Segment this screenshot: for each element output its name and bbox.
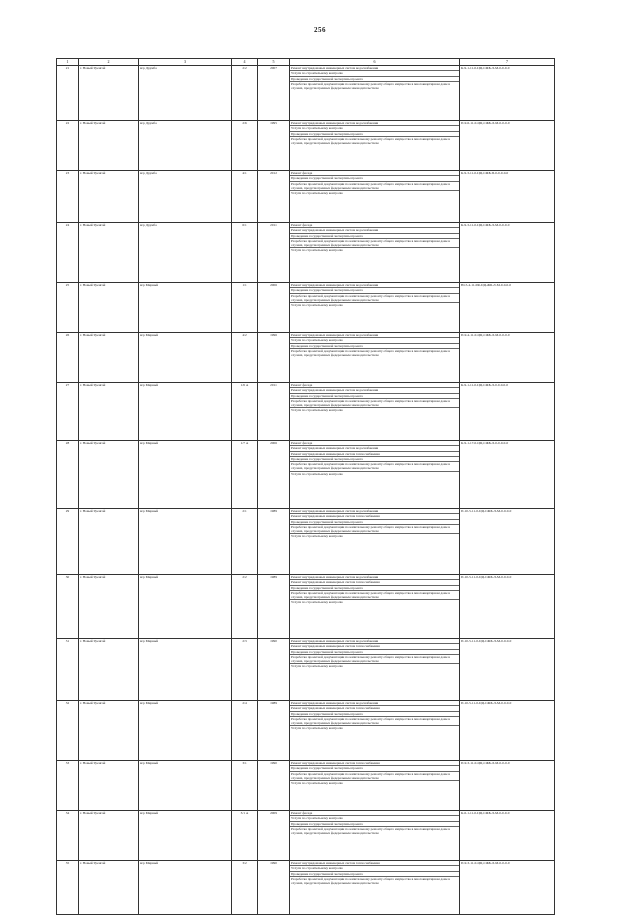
work-item: Ремонт внутридомовых инженерных систем теплоснабжения [290, 452, 459, 457]
work-item: Разработка проектной документации по капитальному ремонту общего имущества в многоквартирном доме в случаях, предусмотренных федеральным законодательством [290, 182, 459, 192]
work-item: Ремонт внутридомовых инженерных систем теплоснабжения [290, 761, 459, 766]
work-item: Проведение государственной экспертизы проекта [290, 766, 459, 771]
work-item: Ремонт фасада [290, 383, 459, 388]
work-item: Ремонт внутридомовых инженерных систем водоснабжения [290, 575, 459, 580]
header-cell: 3 [139, 59, 232, 66]
code-cell: П-9-4-11-0-ЦЦ-СЖБ-Л-М-0-0-0-0 [460, 333, 555, 383]
works-cell [290, 333, 460, 383]
work-item: Услуги по строительному контролю [290, 71, 459, 76]
building-number-cell: 2/3 [232, 639, 258, 701]
row-number: 34 [57, 811, 79, 861]
work-item: Услуги по строительному контролю [291, 303, 343, 307]
street-cell: м/р Мирный [139, 441, 232, 509]
work-item: Услуги по строительному контролю [290, 338, 459, 343]
street-cell: м/р Дружба [139, 121, 232, 171]
work-item: Разработка проектной документации по капитальному ремонту общего имущества в многоквартирном доме в случаях, предусмотренных федеральным законодательством [290, 525, 459, 535]
table-row [57, 761, 555, 811]
year-cell: 2006 [258, 441, 290, 509]
work-item: Ремонт фасада [290, 223, 459, 228]
building-number-cell: 2/4 [232, 701, 258, 761]
street-cell: м/р Мирный [139, 509, 232, 575]
table-row [57, 575, 555, 639]
city-cell: г. Новый Уренгой [79, 639, 139, 701]
work-item: Услуги по строительному контролю [291, 534, 343, 539]
work-item: Проведение государственной экспертизы проекта [290, 712, 459, 717]
table-row [57, 861, 555, 915]
header-cell: 4 [232, 59, 258, 66]
table-row [57, 121, 555, 171]
work-item: Проведение государственной экспертизы проекта [290, 586, 459, 591]
year-cell: 2011 [258, 223, 290, 283]
code-cell: П-10-5-11-0-ЦЦ-СЖБ-Л-М-0-0-0-0 [460, 509, 555, 575]
year-cell: 1995 [258, 121, 290, 171]
row-number: 32 [57, 701, 79, 761]
year-cell: 1990 [258, 861, 290, 915]
row-number: 30 [57, 575, 79, 639]
work-item: Услуги по строительному контролю [291, 248, 343, 253]
work-item: Проведение государственной экспертизы проекта [290, 344, 459, 349]
street-cell: м/р Мирный [139, 383, 232, 441]
work-item: Проведение государственной экспертизы проекта [290, 457, 459, 462]
works-cell [290, 441, 460, 509]
work-item: Проведение государственной экспертизы проекта [290, 872, 459, 877]
year-cell: 1990 [258, 639, 290, 701]
work-item: Разработка проектной документации по капитальному ремонту общего имущества в многоквартирном доме в случаях, предусмотренных федеральным законодательством [290, 772, 459, 782]
street-cell: м/р Мирный [139, 701, 232, 761]
year-cell: 2011 [258, 383, 290, 441]
works-cell [290, 66, 460, 121]
capital-repair-table [56, 58, 555, 915]
work-item: Разработка проектной документации по капитальному ремонту общего имущества в многоквартирном доме в случаях, предусмотренных федеральным законодательством [291, 876, 450, 885]
work-item: Услуги по строительному контролю [290, 126, 459, 131]
work-item: Разработка проектной документации по капитальному ремонту общего имущества в многоквартирном доме в случаях, предусмотренных федеральным законодательством [291, 826, 450, 835]
work-item: Ремонт внутридомовых инженерных систем водоснабжения [290, 66, 459, 71]
works-cell [290, 861, 460, 915]
city-cell: г. Новый Уренгой [79, 441, 139, 509]
work-item: Ремонт фасада [290, 811, 459, 816]
row-number: 28 [57, 441, 79, 509]
code-cell: П-9-3-11-0-ЦЦ-СЖБ-Л-М-0-0-0-0 [460, 761, 555, 811]
city-cell: г. Новый Уренгой [79, 333, 139, 383]
row-number: 21 [57, 66, 79, 121]
code-cell: П-9-6-11-0-ЦЦ-СЖБ-Л-М-0-0-0-0 [460, 121, 555, 171]
work-item: Ремонт внутридомовых инженерных систем водоснабжения [290, 701, 459, 706]
street-cell: м/р Мирный [139, 333, 232, 383]
work-item: Проведение государственной экспертизы проекта [290, 234, 459, 239]
works-cell [290, 223, 460, 283]
work-item: Разработка проектной документации по капитальному ремонту общего имущества в многоквартирном доме в случаях, предусмотренных федеральным законодательством [290, 239, 459, 249]
building-number-cell: 1/6 А [232, 383, 258, 441]
work-item: Проведение государственной экспертизы проекта [290, 176, 459, 181]
year-cell: 1989 [258, 701, 290, 761]
year-cell: 2009 [258, 811, 290, 861]
work-item: Ремонт фасада [290, 171, 459, 176]
work-item: Разработка проектной документации по капитальному ремонту общего имущества в многоквартирном доме в случаях, предусмотренных федеральным законодательством [291, 81, 450, 90]
row-number: 23 [57, 171, 79, 223]
work-item: Услуги по строительному контролю [291, 781, 343, 785]
city-cell: г. Новый Уренгой [79, 701, 139, 761]
table-row [57, 66, 555, 121]
building-number-cell: 1/7 А [232, 441, 258, 509]
work-item: Ремонт внутридомовых инженерных систем водоснабжения [290, 509, 459, 514]
work-item: Ремонт внутридомовых инженерных систем водоснабжения [290, 639, 459, 644]
work-item: Ремонт внутридомовых инженерных систем теплоснабжения [290, 644, 459, 649]
table-row [57, 223, 555, 283]
building-number-cell: 1/1 [232, 283, 258, 333]
work-item: Ремонт внутридомовых инженерных систем водоснабжения [290, 121, 459, 126]
street-cell: м/р Мирный [139, 761, 232, 811]
work-item: Разработка проектной документации по капитальному ремонту общего имущества в многоквартирном доме в случаях, предусмотренных федеральным законодательством [290, 294, 459, 304]
work-item: Проведение государственной экспертизы проекта [290, 650, 459, 655]
code-cell: П-10-5-11-0-ЦЦ-СЖБ-Л-М-0-0-0-0 [460, 575, 555, 639]
building-number-cell: 2/2 [232, 66, 258, 121]
work-item: Ремонт фасада [290, 441, 459, 446]
row-number: 25 [57, 283, 79, 333]
work-item: Услуги по строительному контролю [290, 816, 459, 821]
table-row [57, 509, 555, 575]
work-item: Ремонт внутридомовых инженерных систем водоснабжения [290, 228, 459, 233]
header-cell: 6 [290, 59, 460, 66]
work-item: Услуги по строительному контролю [291, 726, 343, 731]
row-number: 26 [57, 333, 79, 383]
year-cell: 1996 [258, 333, 290, 383]
building-number-cell: 4/2 [232, 333, 258, 383]
code-cell: К-9-3-11-0-ЦЦ-СЖБ-Л-М-0-0-0-0 [460, 223, 555, 283]
work-item: Проведение государственной экспертизы проекта [290, 288, 459, 293]
work-item: Ремонт внутридомовых инженерных систем водоснабжения [290, 446, 459, 451]
city-cell: г. Новый Уренгой [79, 121, 139, 171]
table-row [57, 701, 555, 761]
street-cell: м/р Мирный [139, 811, 232, 861]
row-number: 27 [57, 383, 79, 441]
street-cell: м/р Мирный [139, 861, 232, 915]
work-item: Услуги по строительному контролю [291, 408, 343, 413]
city-cell: г. Новый Уренгой [79, 811, 139, 861]
works-cell [290, 811, 460, 861]
work-item: Разработка проектной документации по капитальному ремонту общего имущества в многоквартирном доме в случаях, предусмотренных федеральным законодательством [291, 136, 450, 145]
row-number: 35 [57, 861, 79, 915]
works-cell [290, 575, 460, 639]
work-item: Ремонт внутридомовых инженерных систем теплоснабжения [290, 706, 459, 711]
works-cell [290, 701, 460, 761]
work-item: Ремонт внутридомовых инженерных систем водоснабжения [290, 388, 459, 393]
building-number-cell: 4/1 [232, 171, 258, 223]
works-cell [290, 639, 460, 701]
year-cell: 1989 [258, 509, 290, 575]
work-item: Ремонт внутридомовых инженерных систем водоснабжения [290, 283, 459, 288]
street-cell: м/р Дружба [139, 223, 232, 283]
work-item: Разработка проектной документации по капитальному ремонту общего имущества в многоквартирном доме в случаях, предусмотренных федеральным законодательством [290, 591, 459, 601]
table-row [57, 811, 555, 861]
work-item: Проведение государственной экспертизы проекта [290, 520, 459, 525]
building-number-cell: 3/2 [232, 861, 258, 915]
year-cell: 2007 [258, 66, 290, 121]
year-cell: 1989 [258, 575, 290, 639]
street-cell: м/р Мирный [139, 575, 232, 639]
city-cell: г. Новый Уренгой [79, 861, 139, 915]
work-item: Проведение государственной экспертизы проекта [290, 77, 459, 82]
code-cell: К-9-3-11-0-ЦЦ-СЖБ-П-0-0-0-0-0 [460, 171, 555, 223]
table-row [57, 383, 555, 441]
works-cell [290, 171, 460, 223]
work-item: Разработка проектной документации по капитальному ремонту общего имущества в многоквартирном доме в случаях, предусмотренных федеральным законодательством [290, 655, 459, 665]
works-cell [290, 383, 460, 441]
building-number-cell: 3/1 [232, 761, 258, 811]
city-cell: г. Новый Уренгой [79, 761, 139, 811]
works-cell [290, 761, 460, 811]
city-cell: г. Новый Уренгой [79, 575, 139, 639]
work-item: Услуги по строительному контролю [291, 600, 343, 605]
table-row [57, 333, 555, 383]
street-cell: м/р Мирный [139, 639, 232, 701]
table-row [57, 283, 555, 333]
work-item: Проведение государственной экспертизы проекта [290, 132, 459, 137]
street-cell: м/р Дружба [139, 171, 232, 223]
table-row [57, 441, 555, 509]
building-number-cell: 2/1 [232, 509, 258, 575]
city-cell: г. Новый Уренгой [79, 66, 139, 121]
work-item: Разработка проектной документации по капитальному ремонту общего имущества в многоквартирном доме в случаях, предусмотренных федеральным законодательством [290, 717, 459, 727]
work-item: Услуги по строительному контролю [291, 664, 343, 669]
code-cell: Ю-5-4-11-0Ф-ЦЦ-ЖБ-Л-М-0-0-0-0 [460, 283, 555, 333]
work-item: Ремонт внутридомовых инженерных систем теплоснабжения [290, 580, 459, 585]
year-cell: 2012 [258, 171, 290, 223]
street-cell: м/р Дружба [139, 66, 232, 121]
header-cell: 1 [57, 59, 79, 66]
header-cell: 2 [79, 59, 139, 66]
code-cell: П-10-5-11-0-ЦЦ-СЖБ-Л-М-0-0-0-0 [460, 639, 555, 701]
row-number: 33 [57, 761, 79, 811]
works-cell [290, 283, 460, 333]
table-row [57, 639, 555, 701]
table-row [57, 171, 555, 223]
header-row [57, 59, 555, 66]
building-number-cell: 6/1 [232, 223, 258, 283]
work-item: Проведение государственной экспертизы проекта [290, 822, 459, 827]
code-cell: К-9-1-11-0-ЦЦ-СЖБ-Л-М-0-0-0-0 [460, 66, 555, 121]
work-item: Ремонт внутридомовых инженерных систем водоснабжения [290, 333, 459, 338]
year-cell: 1990 [258, 761, 290, 811]
code-cell: К-9-1-17-0-ЦЦ-СЖБ-Л-0-0-0-0-0 [460, 441, 555, 509]
row-number: 24 [57, 223, 79, 283]
city-cell: г. Новый Уренгой [79, 283, 139, 333]
code-cell: К-9-1-11-0-ЦЦ-СЖБ-Л-0-0-0-0-0 [460, 383, 555, 441]
work-item: Ремонт внутридомовых инженерных систем теплоснабжения [290, 514, 459, 519]
code-cell: П-9-3-11-0-ЦЦ-СЖБ-Л-М-0-0-0-0 [460, 861, 555, 915]
work-item: Разработка проектной документации по капитальному ремонту общего имущества в многоквартирном доме в случаях, предусмотренных федеральным законодательством [290, 462, 459, 472]
work-item: Разработка проектной документации по капитальному ремонту общего имущества в многоквартирном доме в случаях, предусмотренных федеральным законодательством [290, 399, 459, 409]
header-cell: 7 [460, 59, 555, 66]
code-cell: К-6-1-11-0-ЦЦ-СЖБ-Л-М-0-0-0-0 [460, 811, 555, 861]
work-item: Разработка проектной документации по капитальному ремонту общего имущества в многоквартирном доме в случаях, предусмотренных федеральным законодательством [291, 348, 450, 357]
city-cell: г. Новый Уренгой [79, 509, 139, 575]
works-cell [290, 121, 460, 171]
building-number-cell: 3/1 А [232, 811, 258, 861]
work-item: Услуги по строительному контролю [290, 866, 459, 871]
page-number: 256 [314, 26, 326, 34]
work-item: Проведение государственной экспертизы проекта [290, 394, 459, 399]
work-item: Ремонт внутридомовых инженерных систем теплоснабжения [290, 861, 459, 866]
row-number: 22 [57, 121, 79, 171]
work-item: Услуги по строительному контролю [291, 191, 343, 195]
city-cell: г. Новый Уренгой [79, 223, 139, 283]
row-number: 31 [57, 639, 79, 701]
city-cell: г. Новый Уренгой [79, 383, 139, 441]
street-cell: м/р Мирный [139, 283, 232, 333]
works-cell [290, 509, 460, 575]
building-number-cell: 2/6 [232, 121, 258, 171]
row-number: 29 [57, 509, 79, 575]
work-item: Услуги по строительному контролю [291, 471, 343, 476]
building-number-cell: 2/2 [232, 575, 258, 639]
code-cell: П-10-5-11-0-ЦЦ-СЖБ-Л-М-0-0-0-0 [460, 701, 555, 761]
header-cell: 5 [258, 59, 290, 66]
city-cell: г. Новый Уренгой [79, 171, 139, 223]
year-cell: 2006 [258, 283, 290, 333]
